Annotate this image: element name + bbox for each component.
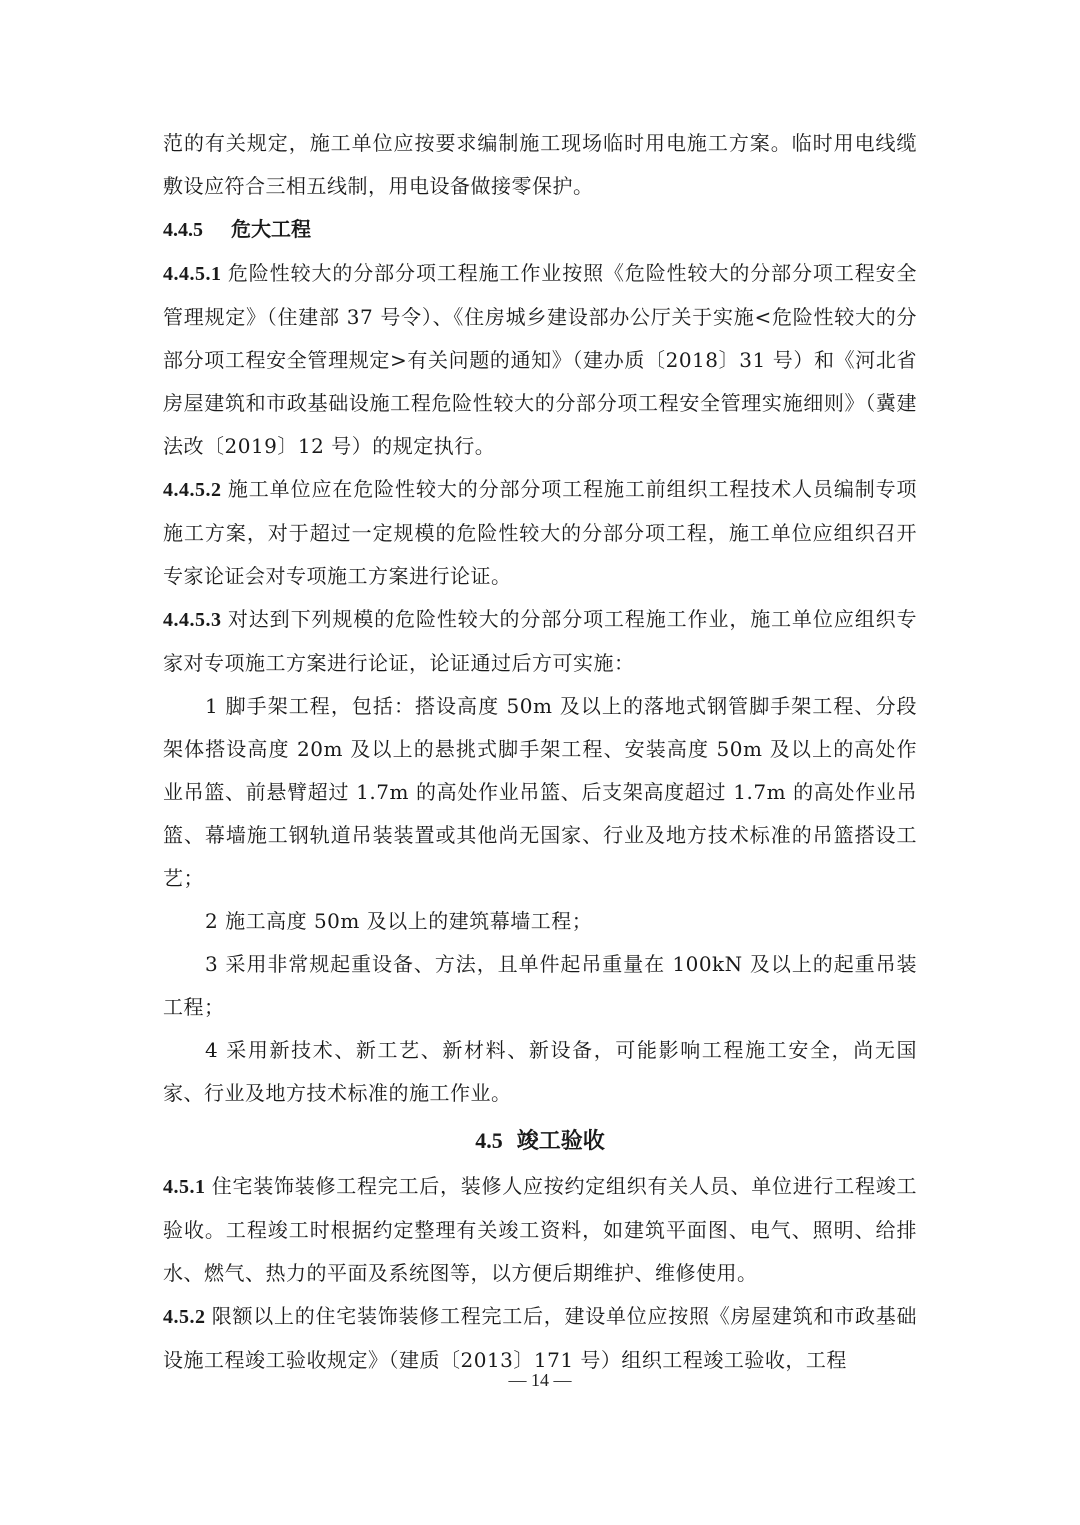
subsection-title: 危大工程 bbox=[231, 217, 311, 241]
list-item: 2 施工高度 50m 及以上的建筑幕墙工程； bbox=[205, 909, 593, 933]
clause-text: 施工单位应在危险性较大的分部分项工程施工前组织工程技术人员编制专项施工方案，对于超过一定规模的危险性较大的分部分项工程，施工单位应组织召开专家论证会对专项施工方案进行论证。 bbox=[163, 477, 917, 588]
clause-4-4-5-3 bbox=[163, 598, 917, 685]
list-item: 4 采用新技术、新工艺、新材料、新设备，可能影响工程施工安全，尚无国家、行业及地方技术标准的施工作业。 bbox=[163, 1038, 917, 1105]
page-number: — 14 — bbox=[508, 1370, 572, 1390]
clause-number: 4.4.5.2 bbox=[163, 479, 222, 501]
clause-text: 对达到下列规模的危险性较大的分部分项工程施工作业，施工单位应组织专家对专项施工方案进行论证，论证通过后方可实施： bbox=[163, 607, 917, 675]
document-body bbox=[163, 122, 917, 1382]
paragraph-intro: 范的有关规定，施工单位应按要求编制施工现场临时用电施工方案。临时用电线缆敷设应符合三相五线制，用电设备做接零保护。 bbox=[163, 131, 917, 198]
section-title: 竣工验收 bbox=[516, 1128, 605, 1154]
subsection-heading-4-4-5 bbox=[163, 208, 917, 252]
section-heading-4-5 bbox=[163, 1117, 917, 1165]
clause-number: 4.4.5.3 bbox=[163, 609, 222, 631]
list-item: 1 脚手架工程，包括：搭设高度 50m 及以上的落地式钢管脚手架工程、分段架体搭设高度 20m 及以上的悬挑式脚手架工程、安装高度 50m 及以上的高处作业吊篮、前悬臂超过 1.7m 的高处作业吊篮、后支架高度超过 1.7m 的高处作业吊篮、幕墙施工钢轨道吊装装置或其他尚无国家、行业及地方技术标准的吊篮搭设工艺； bbox=[163, 694, 917, 890]
clause-number: 4.5.1 bbox=[163, 1176, 206, 1198]
clause-4-5-2 bbox=[163, 1295, 917, 1382]
clause-number: 4.5.2 bbox=[163, 1306, 206, 1328]
clause-text: 住宅装饰装修工程完工后，装修人应按约定组织有关人员、单位进行工程竣工验收。工程竣工时根据约定整理有关竣工资料，如建筑平面图、电气、照明、给排水、燃气、热力的平面及系统图等，以方便后期维护、维修使用。 bbox=[163, 1174, 917, 1285]
clause-number: 4.4.5.1 bbox=[163, 263, 222, 285]
clause-4-4-5-2 bbox=[163, 468, 917, 598]
clause-4-4-5-1 bbox=[163, 252, 917, 468]
clause-text: 危险性较大的分部分项工程施工作业按照《危险性较大的分部分项工程安全管理规定》（住建部 37 号令）、《住房城乡建设部办公厅关于实施<危险性较大的分部分项工程安全管理规定>有关问题的通知》（建办质〔2018〕31 号）和《河北省房屋建筑和市政基础设施工程危险性较大的分部分项工程安全管理实施细则》（冀建法改〔2019〕12 号）的规定执行。 bbox=[163, 261, 917, 458]
clause-number: 4.4.5 bbox=[163, 219, 203, 241]
list-item: 3 采用非常规起重设备、方法，且单件起吊重量在 100kN 及以上的起重吊装工程； bbox=[163, 952, 917, 1019]
clause-4-5-1 bbox=[163, 1165, 917, 1295]
clause-text: 限额以上的住宅装饰装修工程完工后，建设单位应按照《房屋建筑和市政基础设施工程竣工验收规定》（建质〔2013〕171 号）组织工程竣工验收，工程 bbox=[163, 1304, 917, 1372]
section-number: 4.5 bbox=[475, 1128, 503, 1153]
